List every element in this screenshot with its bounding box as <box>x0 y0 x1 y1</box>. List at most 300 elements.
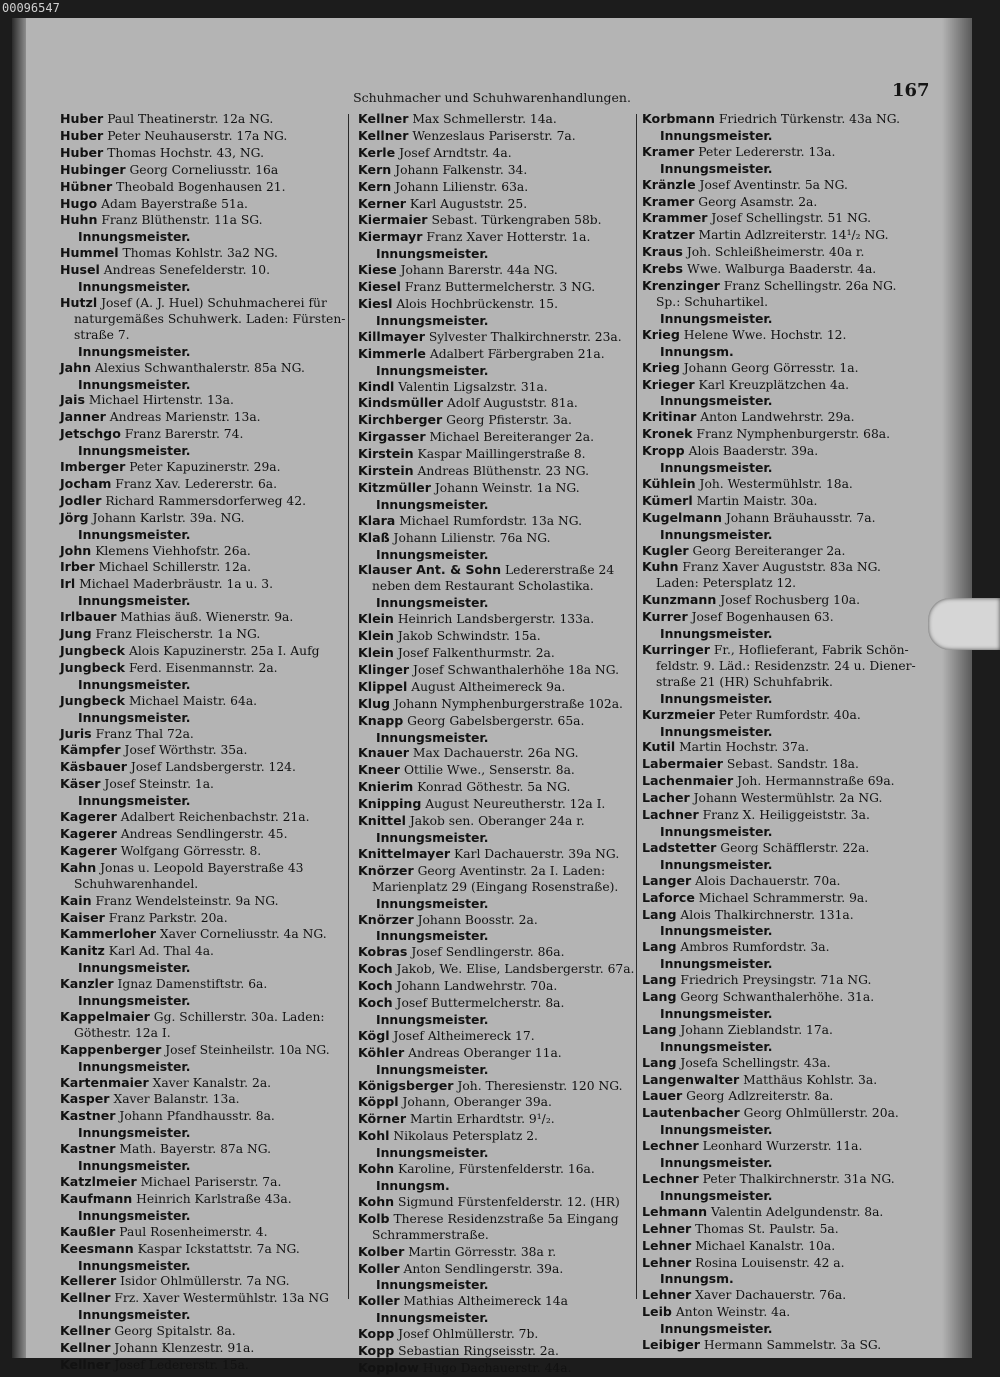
directory-entry <box>642 409 942 426</box>
entry-details: Adalbert Färbergraben 21a. <box>425 346 605 361</box>
directory-entry <box>642 194 942 211</box>
directory-entry <box>642 210 942 227</box>
entry-surname: Kolb <box>358 1210 390 1226</box>
directory-entry <box>60 693 344 710</box>
entry-surname: Kränzle <box>642 176 696 192</box>
guild-master-note: Innungsm. <box>376 1178 450 1193</box>
entry-surname: Kappenberger <box>60 1041 162 1057</box>
directory-entry <box>60 111 344 128</box>
entry-details: Michael Pariserstr. 7a. <box>136 1175 282 1189</box>
entry-details: Hugo Dachauerstr. 44a. <box>418 1360 572 1375</box>
entry-details: Josefa Schellingstr. 43a. <box>676 1055 831 1070</box>
directory-entry <box>642 1337 942 1354</box>
entry-surname: Kaufmann <box>60 1190 133 1206</box>
directory-entry <box>60 1241 344 1258</box>
entry-surname: Klein <box>358 628 394 644</box>
entry-details: Matthäus Kohlstr. 3a. <box>739 1072 878 1087</box>
guild-master-note: Innungsmeister. <box>660 1187 773 1203</box>
entry-details: Xaver Corneliusstr. 4a NG. <box>155 927 327 942</box>
directory-entry <box>642 1304 942 1321</box>
guild-master-note: Innungsmeister. <box>660 856 773 872</box>
directory-entry <box>642 278 942 295</box>
directory-entry <box>642 707 942 724</box>
entry-surname: Knittelmayer <box>358 845 451 861</box>
guild-master-note: Innungsmeister. <box>78 593 191 609</box>
guild-master-note: Innungsmeister. <box>376 895 489 911</box>
entry-details: Karl Dachauerstr. 39a NG. <box>450 846 620 861</box>
entry-details: Josef (A. J. Huel) Schuhmacherei für <box>97 295 327 310</box>
entry-details: Josef Ohlmüllerstr. 7b. <box>394 1327 539 1342</box>
entry-surname: Jörg <box>60 509 89 525</box>
entry-details: Ignaz Damenstiftstr. 6a. <box>113 977 268 992</box>
entry-surname: Kaußler <box>60 1223 116 1239</box>
entry-surname: Klippel <box>358 678 408 694</box>
entry-details: Johann Nymphenburgerstraße 102a. <box>390 696 623 711</box>
directory-entry <box>60 426 344 443</box>
directory-entry <box>60 1108 344 1125</box>
directory-entry <box>60 759 344 776</box>
directory-entry <box>642 807 942 824</box>
entry-surname: Kain <box>60 892 92 908</box>
entry-details: Georg Adlzreiterstr. 8a. <box>682 1089 834 1104</box>
entry-surname: Kramer <box>642 193 695 209</box>
directory-entry <box>60 976 344 993</box>
entry-details: Frz. Xaver Westermühlstr. 13a NG <box>110 1291 329 1306</box>
entry-details: Josef Landsbergerstr. 124. <box>126 760 296 775</box>
entry-details: Jakob Schwindstr. 15a. <box>393 629 541 644</box>
directory-entry <box>358 846 638 863</box>
entry-details: Joh. Theresienstr. 120 NG. <box>453 1078 623 1093</box>
entry-details: Valentin Adelgundenstr. 8a. <box>707 1204 884 1219</box>
entry-surname: Kirchberger <box>358 412 443 428</box>
directory-entry <box>642 756 942 773</box>
directory-entry <box>60 409 344 426</box>
guild-master-note: Innungsmeister. <box>660 1321 773 1337</box>
guild-master-note: Innungsmeister. <box>78 343 191 359</box>
directory-entry <box>358 262 638 279</box>
directory-entry <box>60 926 344 943</box>
entry-surname: Kritinar <box>642 409 697 425</box>
entry-continuation: straße 7. <box>74 327 130 342</box>
directory-entry <box>358 1244 638 1261</box>
entry-details: Kaspar Maillingerstraße 8. <box>413 447 586 462</box>
directory-entry <box>60 1357 344 1374</box>
entry-surname: Kastner <box>60 1141 116 1157</box>
entry-surname: Kartenmaier <box>60 1074 149 1090</box>
entry-details: Josef Steinstr. 1a. <box>100 777 214 792</box>
directory-entry <box>642 227 942 244</box>
entry-surname: Kanitz <box>60 943 105 959</box>
directory-entry <box>358 1078 638 1095</box>
directory-entry <box>642 1171 942 1188</box>
entry-surname: Kirgasser <box>358 429 426 445</box>
directory-entry <box>60 826 344 843</box>
entry-surname: Jung <box>60 626 92 642</box>
guild-master-note: Innungsmeister. <box>660 823 773 839</box>
entry-details: Michael Schrammerstr. 9a. <box>694 890 869 905</box>
entry-details: Johann Westermühlstr. 2a NG. <box>689 791 883 806</box>
entry-surname: Lang <box>642 989 677 1005</box>
guild-master-note: Innungsmeister. <box>78 793 191 809</box>
index-tab[interactable] <box>928 598 1000 650</box>
entry-surname: Kanzler <box>60 976 114 992</box>
entry-surname: Krebs <box>642 261 684 277</box>
guild-master-note: Innungsmeister. <box>660 723 773 739</box>
entry-surname: Jungbeck <box>60 643 126 658</box>
column-divider-2 <box>636 114 637 1299</box>
directory-entry <box>60 145 344 162</box>
entry-details: Adam Bayerstraße 51a. <box>97 196 248 211</box>
entry-details: Klemens Viehhofstr. 26a. <box>91 543 251 558</box>
directory-entry <box>642 1055 942 1072</box>
entry-surname: Kugelmann <box>642 509 722 525</box>
guild-master-note: Innungsmeister. <box>78 279 191 295</box>
entry-surname: Lachner <box>642 807 699 823</box>
guild-master-note: Innungsm. <box>660 1271 734 1287</box>
entry-surname: Krieger <box>642 376 695 392</box>
directory-entry <box>60 392 344 409</box>
directory-entry <box>60 162 344 179</box>
directory-entry <box>358 412 638 429</box>
directory-entry <box>358 179 638 196</box>
directory-entry <box>642 790 942 807</box>
directory-entry <box>60 459 344 476</box>
entry-surname: Hübner <box>60 178 113 194</box>
entry-surname: Lang <box>642 1021 677 1037</box>
directory-entry <box>642 177 942 194</box>
entry-details: Rosina Louisenstr. 42 a. <box>691 1255 845 1270</box>
directory-entry <box>358 1293 638 1310</box>
entry-surname: Kerle <box>358 144 396 160</box>
entry-surname: Ladstetter <box>642 839 717 855</box>
entry-surname: Lautenbacher <box>642 1105 740 1121</box>
directory-entry <box>358 463 638 480</box>
directory-entry <box>642 244 942 261</box>
directory-entry <box>358 562 638 579</box>
entry-details: Ferd. Eisenmannstr. 2a. <box>125 660 278 675</box>
entry-details: Joh. Hermannstraße 69a. <box>733 774 895 789</box>
directory-entry <box>642 1287 942 1304</box>
guild-master-note: Innungsmeister. <box>78 1257 191 1273</box>
entry-details: Georg Corneliusstr. 16a <box>125 162 279 177</box>
entry-details: Johann Weinstr. 1a NG. <box>430 480 580 495</box>
entry-surname: Kellner <box>60 1356 111 1372</box>
directory-entry <box>60 660 344 677</box>
entry-details: Johann Pfandhausstr. 8a. <box>115 1109 275 1124</box>
entry-details: Georg Schwanthalerhöhe. 31a. <box>676 990 875 1005</box>
entry-details: Jonas u. Leopold Bayerstraße 43 <box>96 860 304 875</box>
entry-details: Karl Auguststr. 25. <box>406 196 528 211</box>
directory-entry <box>358 961 638 978</box>
entry-surname: Labermaier <box>642 756 723 772</box>
entry-surname: Knörzer <box>358 862 414 878</box>
directory-entry <box>358 1326 638 1343</box>
entry-surname: Kopp <box>358 1343 395 1359</box>
directory-entry <box>642 840 942 857</box>
entry-details: Georg Gabelsbergerstr. 65a. <box>403 713 585 728</box>
entry-surname: Köppl <box>358 1094 399 1110</box>
entry-details: Franz Wendelsteinstr. 9a NG. <box>91 893 279 908</box>
directory-entry <box>60 943 344 960</box>
directory-entry <box>358 796 638 813</box>
entry-details: Nikolaus Petersplatz 2. <box>389 1129 538 1144</box>
entry-surname: Langenwalter <box>642 1071 740 1087</box>
entry-surname: Huhn <box>60 212 98 228</box>
entry-surname: Krieg <box>642 359 680 375</box>
entry-surname: Kammerloher <box>60 926 156 942</box>
entry-details: Xaver Balanstr. 13a. <box>109 1092 240 1107</box>
entry-details: Franz Xaver Auguststr. 83a NG. <box>678 560 881 575</box>
entry-details: Georg Asamstr. 2a. <box>694 194 818 209</box>
entry-details: Georg Schäfflerstr. 22a. <box>716 840 870 855</box>
entry-surname: Kropp <box>642 443 685 459</box>
entry-surname: Jocham <box>60 475 112 491</box>
entry-surname: Kohn <box>358 1193 395 1209</box>
entry-details: Gg. Schillerstr. 30a. Laden: <box>149 1009 325 1024</box>
entry-surname: Kümerl <box>642 492 693 508</box>
guild-master-note: Innungsmeister. <box>376 1310 489 1326</box>
guild-master-note: Innungsmeister. <box>660 460 773 476</box>
entry-surname: Kolber <box>358 1243 405 1259</box>
entry-details: Ledererstraße 24 <box>501 563 615 578</box>
directory-entry <box>642 642 942 659</box>
entry-surname: Lachenmaier <box>642 773 734 789</box>
entry-details: Peter Rumfordstr. 40a. <box>714 707 861 722</box>
entry-surname: Kühlein <box>642 475 696 491</box>
entry-surname: Langer <box>642 872 692 888</box>
guild-master-note: Innungsmeister. <box>660 1155 773 1171</box>
entry-details: Franz Parkstr. 20a. <box>104 910 228 925</box>
entry-surname: Jodler <box>60 492 102 508</box>
entry-surname: Knittel <box>358 813 406 829</box>
entry-surname: Lang <box>642 906 677 922</box>
entry-surname: John <box>60 542 92 558</box>
entry-details: Anton Landwehrstr. 29a. <box>696 410 855 425</box>
guild-master-note: Innungsmeister. <box>376 829 489 845</box>
directory-entry <box>60 1141 344 1158</box>
entry-details: Heinrich Landsbergerstr. 133a. <box>393 612 595 627</box>
guild-master-note: Innungsmeister. <box>660 923 773 939</box>
entry-surname: Kraus <box>642 244 683 260</box>
entry-surname: Irl <box>60 576 76 592</box>
directory-entry <box>358 944 638 961</box>
guild-master-note: Innungsmeister. <box>660 1038 773 1054</box>
entry-details: Georg Ohlmüllerstr. 20a. <box>739 1106 899 1121</box>
entry-surname: Kurringer <box>642 642 710 657</box>
entry-details: Martin Erhardtstr. 9¹/₂. <box>406 1112 555 1127</box>
entry-surname: Kellner <box>358 111 409 126</box>
entry-continuation: straße 21 (HR) Schuhfabrik. <box>656 674 833 689</box>
entry-continuation: feldstr. 9. Läd.: Residenzstr. 24 u. Diener- <box>656 658 916 673</box>
directory-entry <box>60 809 344 826</box>
directory-entry <box>642 939 942 956</box>
directory-entry <box>60 510 344 527</box>
entry-details: Kaspar Ickstattstr. 7a NG. <box>133 1241 300 1256</box>
entry-surname: Kohl <box>358 1128 390 1144</box>
column-3 <box>642 111 942 1354</box>
directory-entry <box>358 1111 638 1128</box>
entry-details: August Altheimereck 9a. <box>407 679 566 694</box>
entry-surname: Kiesel <box>358 279 401 295</box>
directory-entry <box>60 626 344 643</box>
entry-details: Johann Bräuhausstr. 7a. <box>721 510 876 525</box>
entry-surname: Jetschgo <box>60 426 121 442</box>
entry-details: Ottilie Wwe., Senserstr. 8a. <box>400 763 575 778</box>
directory-entry <box>642 327 942 344</box>
entry-details: Josef Buttermelcherstr. 8a. <box>392 996 565 1011</box>
guild-master-note: Innungsmeister. <box>660 1122 773 1138</box>
entry-surname: Kindl <box>358 378 395 394</box>
directory-entry <box>60 893 344 910</box>
entry-surname: Lang <box>642 972 677 988</box>
entry-details: Johann Boosstr. 2a. <box>413 912 538 927</box>
directory-entry <box>60 910 344 927</box>
entry-surname: Kellner <box>358 127 409 143</box>
entry-details: Michael Hirtenstr. 13a. <box>85 393 234 408</box>
directory-page <box>12 18 972 1375</box>
entry-surname: Katzlmeier <box>60 1174 137 1189</box>
directory-entry <box>60 1091 344 1108</box>
guild-master-note: Innungsmeister. <box>660 160 773 176</box>
entry-continuation: Schuhwarenhandel. <box>74 876 199 891</box>
entry-surname: Koch <box>358 995 393 1011</box>
page-header: Schuhmacher und Schuhwarenhandlungen. <box>353 90 631 105</box>
entry-surname: Kagerer <box>60 825 117 841</box>
entry-details: Richard Rammersdorferweg 42. <box>101 493 306 508</box>
entry-details: Jakob sen. Oberanger 24a r. <box>405 814 585 829</box>
directory-entry <box>642 972 942 989</box>
directory-entry <box>358 779 638 796</box>
entry-surname: Kindsmüller <box>358 395 444 411</box>
directory-entry <box>358 530 638 547</box>
directory-entry <box>358 762 638 779</box>
entry-details: Peter Kapuzinerstr. 29a. <box>125 460 281 475</box>
entry-surname: Klug <box>358 695 391 711</box>
directory-entry <box>60 128 344 145</box>
entry-details: Josef Falkenthurmstr. 2a. <box>393 646 555 660</box>
directory-entry <box>358 279 638 296</box>
entry-surname: Irlbauer <box>60 609 117 625</box>
directory-entry <box>358 229 638 246</box>
entry-details: Michael Maderbräustr. 1a u. 3. <box>75 577 273 592</box>
entry-surname: Huber <box>60 144 104 160</box>
entry-surname: Klinger <box>358 661 410 677</box>
entry-details: Josef Schellingstr. 51 NG. <box>707 211 872 226</box>
directory-entry <box>358 813 638 830</box>
directory-entry <box>358 513 638 530</box>
entry-details: Johann Falkenstr. 34. <box>391 162 528 177</box>
directory-entry <box>358 713 638 730</box>
directory-entry <box>60 1273 344 1290</box>
entry-details: Franz X. Heiliggeiststr. 3a. <box>698 808 870 823</box>
directory-entry <box>642 1238 942 1255</box>
entry-details: Friedrich Türkenstr. 43a NG. <box>714 112 901 126</box>
directory-entry <box>60 1174 344 1191</box>
directory-entry <box>358 645 638 662</box>
directory-entry <box>642 989 942 1006</box>
page-edge <box>942 18 972 1358</box>
directory-entry <box>642 907 942 924</box>
entry-details: Thomas Hochstr. 43, NG. <box>103 145 264 160</box>
directory-entry <box>60 776 344 793</box>
entry-surname: Husel <box>60 262 100 278</box>
entry-surname: Lauer <box>642 1088 683 1104</box>
directory-entry <box>60 212 344 229</box>
guild-master-note: Innungsmeister. <box>660 956 773 972</box>
entry-details: Wenzeslaus Pariserstr. 7a. <box>408 128 576 143</box>
entry-details: Thomas St. Paulstr. 5a. <box>691 1221 839 1236</box>
directory-entry <box>358 1045 638 1062</box>
directory-entry <box>642 890 942 907</box>
guild-master-note: Innungsmeister. <box>78 1125 191 1141</box>
entry-details: Josef Schwanthalerhöhe 18a NG. <box>409 662 620 677</box>
guild-master-note: Innungsmeister. <box>660 310 773 326</box>
entry-details: Valentin Ligsalzstr. 31a. <box>394 379 548 394</box>
entry-surname: Kurrer <box>642 609 688 625</box>
entry-details: Johann Zieblandstr. 17a. <box>676 1022 833 1037</box>
entry-surname: Keesmann <box>60 1240 134 1256</box>
entry-details: Xaver Dachauerstr. 76a. <box>691 1288 847 1303</box>
entry-surname: Klein <box>358 611 394 627</box>
entry-surname: Kuhn <box>642 559 679 575</box>
entry-details: Sebast. Sandstr. 18a. <box>722 757 859 772</box>
entry-surname: Klara <box>358 512 396 528</box>
entry-surname: Kögl <box>358 1027 390 1043</box>
directory-entry <box>642 609 942 626</box>
entry-details: Franz Xav. Ledererstr. 6a. <box>111 476 278 491</box>
entry-surname: Käsbauer <box>60 759 127 775</box>
entry-details: Johann Barerstr. 44a NG. <box>396 263 558 278</box>
column-2 <box>358 111 638 1377</box>
entry-details: Josef Rochusberg 10a. <box>716 593 861 608</box>
entry-surname: Krieg <box>642 326 680 342</box>
entry-details: Andreas Marienstr. 13a. <box>105 410 261 425</box>
entry-details: Georg Pfisterstr. 3a. <box>442 413 572 428</box>
entry-surname: Kopplow <box>358 1359 419 1375</box>
entry-surname: Köhler <box>358 1044 405 1060</box>
entry-details: Hermann Sammelstr. 3a SG. <box>699 1338 882 1353</box>
entry-surname: Kagerer <box>60 842 117 858</box>
directory-entry <box>358 1094 638 1111</box>
directory-entry <box>358 1343 638 1360</box>
entry-details: Johann Lilienstr. 76a NG. <box>389 530 551 545</box>
directory-entry <box>642 1138 942 1155</box>
guild-master-note: Innungsmeister. <box>660 526 773 542</box>
entry-details: Andreas Senefelderstr. 10. <box>99 263 271 278</box>
guild-master-note: Innungsm. <box>660 343 734 359</box>
entry-surname: Koller <box>358 1293 400 1309</box>
entry-details: Andreas Oberanger 11a. <box>404 1045 562 1060</box>
entry-surname: Leib <box>642 1304 672 1320</box>
entry-details: Josef Altheimereck 17. <box>389 1028 535 1043</box>
entry-surname: Kern <box>358 178 392 194</box>
directory-entry <box>358 1028 638 1045</box>
entry-details: Johann, Oberanger 39a. <box>398 1095 552 1110</box>
guild-master-note: Innungsmeister. <box>78 993 191 1009</box>
directory-entry <box>358 745 638 762</box>
entry-details: Peter Neuhauserstr. 17a NG. <box>103 128 288 143</box>
entry-surname: Kiermaier <box>358 212 428 228</box>
guild-master-note: Innungsmeister. <box>376 546 489 562</box>
guild-master-note: Innungsmeister. <box>78 1158 191 1174</box>
directory-entry <box>60 726 344 743</box>
directory-entry <box>60 1224 344 1241</box>
entry-details: Thomas Kohlstr. 3a2 NG. <box>118 246 278 261</box>
directory-entry <box>642 476 942 493</box>
entry-surname: Jahn <box>60 359 92 375</box>
directory-entry <box>642 443 942 460</box>
entry-surname: Kratzer <box>642 227 695 243</box>
